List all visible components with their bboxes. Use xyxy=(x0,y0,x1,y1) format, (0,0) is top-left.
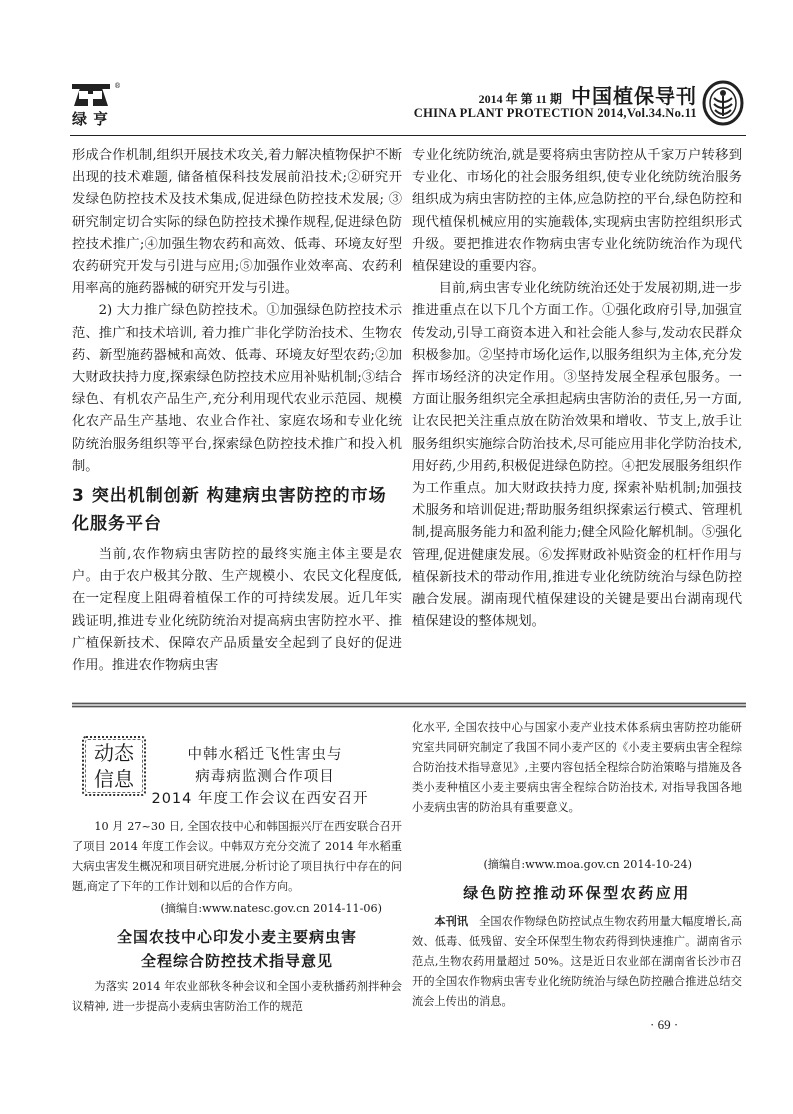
news-2-title-line-2: 全程综合防控技术指导意见 xyxy=(140,952,333,970)
page-number: · 69 · xyxy=(650,1017,679,1032)
badge-line-2: 信息 xyxy=(94,767,134,791)
journal-name-en: CHINA PLANT PROTECTION 2014,Vol.34.No.11 xyxy=(413,106,697,120)
article-left-column xyxy=(72,145,402,677)
news-2-title xyxy=(72,925,402,973)
badge-text xyxy=(82,740,146,792)
news-1-source: (摘编自:www.natesc.gov.cn 2014-11-06) xyxy=(160,902,382,915)
news-1-title-line-2: 病毒病监测合作项目 xyxy=(195,769,335,785)
news-2-source: (摘编自:www.moa.gov.cn 2014-10-24) xyxy=(483,858,692,871)
registered-mark: ® xyxy=(114,82,121,90)
news-2-body-start xyxy=(72,977,402,1017)
publisher-logo-mark-icon xyxy=(70,82,112,108)
news-1-body xyxy=(72,817,402,919)
section-heading: 3 突出机制创新 构建病虫害防控的市场化服务平台 xyxy=(72,486,387,535)
badge-line-1: 动态 xyxy=(94,741,134,765)
news-2-text-start: 为落实 2014 年农业部秋冬种会议和全国小麦秋播药剂拌种会议精神, 进一步提高小麦病虫害防治工作的规范 xyxy=(72,980,402,1013)
news-3-body xyxy=(412,912,742,1012)
section-separator xyxy=(72,702,746,708)
issue-line xyxy=(479,80,697,109)
news-2-body-continued xyxy=(412,718,742,818)
news-1-title-line-3: 2014 年度工作会议在西安召开 xyxy=(151,791,369,807)
journal-name-cn: 中国植保导刊 xyxy=(571,84,697,108)
paragraph: 当前,农作物病虫害防控的最终实施主体主要是农户。由于农户极其分散、生产规模小、农民文化程度低,在一定程度上阻碍着植保工作的可持续发展。近几年实践证明,推进专业化统防统治对提高病虫害防控水平、推广植保新技术、保障农产品质量安全起到了良好的促进作用。推进农作物病虫害 xyxy=(72,547,402,674)
news-1-title xyxy=(150,744,380,810)
news-1-title-line-1: 中韩水稻迁飞性害虫与 xyxy=(187,747,343,763)
news-3-lead: 本刊讯 xyxy=(434,915,469,928)
article-right-column xyxy=(412,145,742,633)
paragraph: 专业化统防统治,就是要将病虫害防控从千家万户转移到专业化、市场化的社会服务组织,使专业化统防统治服务组织成为病虫害防控的主体,应急防控的平台,绿色防控和现代植保机械应用的实施载体,实现病虫害防控组织形式升级。要把推进农作物病虫害专业化统防统治作为现代植保建设的重要内容。 xyxy=(412,148,742,275)
issue-number: 2014 年 第 11 期 xyxy=(478,92,562,106)
header-rule xyxy=(70,135,746,136)
news-3-title: 绿色防控推动环保型农药应用 xyxy=(463,884,691,902)
paragraph: 目前,病虫害专业化统防统治还处于发展初期,进一步推进重点在以下几个方面工作。①强化政府引导,加强宣传发动,引导工商资本进入和社会能人参与,发动农民群众积极参加。②坚持市场化运作,以服务组织为主体,充分发挥市场经济的决定作用。③坚持发展全程承包服务。一方面让服务组织完全承担起病虫害防治的责任,另一方面,让农民把关注重点放在防治效果和增收、节支上,放手让服务组织实施综合防治技术,尽可能应用非化学防治技术,用好药,少用药,积极促进绿色防控。④把发展服务组织作为工作重点。加大财政扶持力度, 探索补贴机制;加强技术服务和培训促进;帮助服务组织探索运行模式、管理机制,提高服务能力和盈利能力;健全风险化解机制。⑤强化管理,促进健康发展。⑥发挥财政补贴资金的杠杆作用与植保新技术的带动作用,推进专业化统防统治与绿色防控融合发展。湖南现代植保建设的关键是要出台湖南现代植保建设的整体规划。 xyxy=(412,281,742,630)
paragraph: 形成合作机制,组织开展技术攻关,着力解决植物保护不断出现的技术难题, 储备植保科技发展前沿技术;②研究开发绿色防控技术及技术集成,促进绿色防控技术发展; ③研究制定切合实际的绿色防控技术操作规程,促进绿色防控技术推广;④加强生物农药和高效、低毒、环境友好型农药研究开发与引进与应用;⑤加强作业效率高、农药利用率高的施药器械的研究开发与引进。 xyxy=(72,148,402,297)
news-1-text: 10 月 27~30 日, 全国农技中心和韩国振兴厅在西安联合召开了项目 2014 年度工作会议。中韩双方充分交流了 2014 年水稻重大病虫害发生概况和项目研究进展,分析讨论了项目执行中存在的问题,商定了下年的工作计划和以后的合作方向。 xyxy=(72,820,402,893)
news-2-text-continued: 化水平, 全国农技中心与国家小麦产业技术体系病虫害防控功能研究室共同研究制定了我国不同小麦产区的《小麦主要病虫害全程综合防治技术指导意见》,主要内容包括全程综合防治策略与措施及各类小麦种植区小麦主要病虫害全程综合防治技术, 对指导我国各地小麦病虫害的防治具有重要意义。 xyxy=(412,721,742,814)
paragraph: 2) 大力推广绿色防控技术。①加强绿色防控技术示范、推广和技术培训, 着力推广非化学防治技术、生物农药、新型施药器械和高效、低毒、环境友好型农药;②加大财政扶持力度,探索绿色防控技术应用补贴机制;③结合绿色、有机农产品生产,充分利用现代农业示范园、规模化农产品生产基地、农业合作社、家庭农场和专业化统防统治服务组织等平台,探索绿色防控技术推广和投入机制。 xyxy=(72,303,402,474)
publisher-logo xyxy=(70,82,126,130)
journal-seal-icon xyxy=(702,80,744,126)
news-3-text: 全国农作物绿色防控试点生物农药用量大幅度增长,高效、低毒、低残留、安全环保型生物农药得到快速推广。湖南省示范点,生物农药用量超过 50%。这是近日农业部在湖南省长沙市召开的全国农作物病虫害专业化统防统治与绿色防控融合推进总结交流会上传出的消息。 xyxy=(412,915,742,1008)
news-badge xyxy=(82,736,146,796)
publisher-logo-text: 绿亨 xyxy=(72,110,115,128)
news-2-title-line-1: 全国农技中心印发小麦主要病虫害 xyxy=(116,928,357,946)
